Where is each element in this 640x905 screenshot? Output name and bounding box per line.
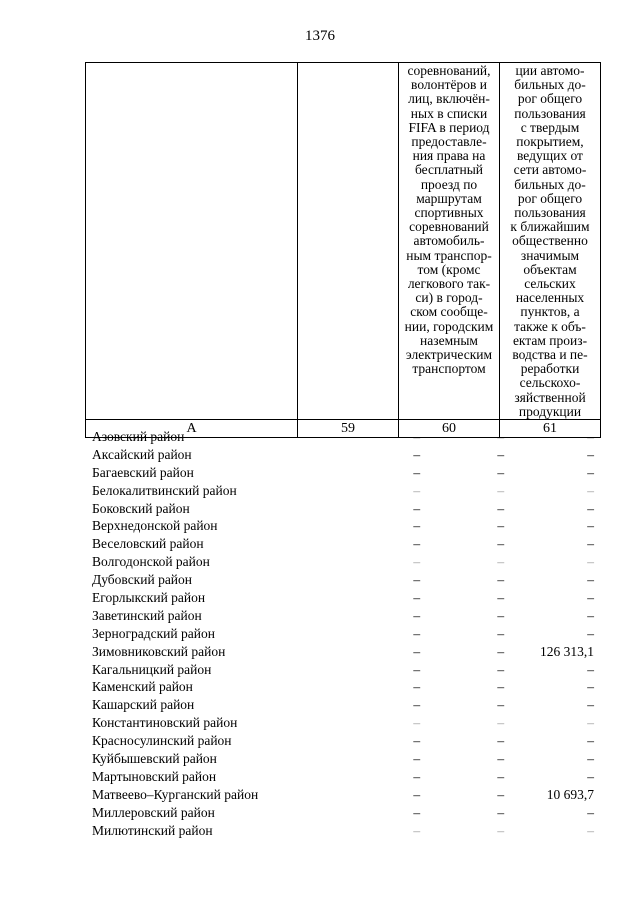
- column-60-header-line: ным транспор-: [406, 247, 492, 263]
- district-name: Милютинский район: [92, 822, 213, 838]
- value-59: –: [413, 822, 421, 838]
- value-61: –: [587, 464, 594, 480]
- value-61: –: [587, 554, 594, 570]
- value-59: –: [413, 715, 421, 731]
- value-61: –: [587, 482, 594, 498]
- table-row: [85, 678, 600, 696]
- value-59: –: [413, 733, 421, 749]
- value-60: –: [497, 750, 505, 766]
- header-cell-59: [298, 63, 399, 420]
- district-name: Кашарский район: [92, 697, 195, 713]
- table-row: [85, 571, 600, 589]
- value-60: –: [497, 715, 505, 731]
- value-60: –: [497, 697, 505, 713]
- value-60: –: [497, 554, 505, 570]
- column-61-header-line: пользования: [514, 205, 586, 221]
- district-name: Зимовниковский район: [92, 643, 226, 659]
- value-60: –: [497, 589, 505, 605]
- value-60: –: [497, 804, 505, 820]
- value-61: –: [587, 572, 594, 588]
- value-59: –: [413, 482, 421, 498]
- table-row: [85, 553, 600, 571]
- column-60-description: [399, 63, 499, 376]
- value-59: –: [413, 589, 421, 605]
- table-row: [85, 768, 600, 786]
- district-name: Заветинский район: [92, 607, 202, 623]
- value-60: –: [497, 679, 505, 695]
- district-name: Зерноградский район: [92, 625, 215, 641]
- table-row: [85, 464, 600, 482]
- table-row: [85, 607, 600, 625]
- value-59: –: [413, 428, 421, 444]
- value-61: –: [587, 679, 594, 695]
- value-61: –: [587, 715, 594, 731]
- table-row: [85, 589, 600, 607]
- column-61-header-line: пользования: [514, 105, 586, 121]
- district-name: Каменский район: [92, 679, 193, 695]
- district-name: Егорлыкский район: [92, 589, 206, 605]
- value-61: –: [587, 768, 594, 784]
- table-row: [85, 500, 600, 518]
- page-number: 1376: [305, 28, 335, 44]
- header-description-row: [86, 63, 601, 420]
- value-60: –: [497, 607, 505, 623]
- column-61-header-line: значимым: [520, 247, 580, 263]
- table-row: [85, 786, 600, 804]
- header-cell-60: [399, 63, 500, 420]
- column-60-header-line: лиц, включён-: [408, 91, 490, 107]
- value-60: –: [497, 518, 505, 534]
- value-60: –: [497, 661, 505, 677]
- column-60-header-line: электрическим: [405, 347, 493, 363]
- column-61-header-line: к ближайшим: [510, 219, 590, 235]
- value-60: –: [497, 428, 505, 444]
- table-row: [85, 482, 600, 500]
- value-60: –: [497, 625, 505, 641]
- district-name: Аксайский район: [92, 446, 192, 462]
- column-61-header-line: реработки: [520, 361, 580, 377]
- table-row: [85, 661, 600, 679]
- column-61-header-line: сети автомо-: [513, 162, 587, 178]
- district-rows: [85, 428, 600, 839]
- district-name: Красносулинский район: [92, 733, 232, 749]
- district-name: Боковский район: [92, 500, 190, 516]
- column-61-header-line: бильных до-: [514, 176, 586, 192]
- column-60-header-line: ском сообще-: [410, 304, 488, 320]
- column-61-header-line: населенных: [515, 290, 585, 306]
- value-61: –: [587, 589, 594, 605]
- table-row: [85, 535, 600, 553]
- value-61: –: [587, 822, 594, 838]
- value-61: –: [587, 518, 594, 534]
- district-name: Мартыновский район: [92, 768, 217, 784]
- value-61: –: [587, 697, 594, 713]
- district-name: Константиновский район: [92, 715, 238, 731]
- value-59: –: [413, 572, 421, 588]
- table-row: [85, 714, 600, 732]
- column-61-header-line: продукции: [518, 403, 582, 419]
- table-row: [85, 446, 600, 464]
- column-number-a: А: [86, 420, 298, 438]
- district-name: Куйбышевский район: [92, 750, 217, 766]
- district-name: Белокалитвинский район: [92, 482, 237, 498]
- district-name: Верхнедонской район: [92, 518, 218, 534]
- value-61: –: [587, 500, 594, 516]
- value-60: –: [497, 464, 505, 480]
- value-60: –: [497, 500, 505, 516]
- value-61: –: [587, 750, 594, 766]
- column-number-60: 60: [399, 420, 500, 438]
- column-61-header-line: также к объ-: [514, 318, 586, 334]
- column-61-header-line: рог общего: [517, 91, 583, 107]
- column-61-header-line: объектам: [523, 261, 577, 277]
- table-row: [85, 428, 600, 446]
- value-60: –: [497, 733, 505, 749]
- value-61: –: [587, 536, 594, 552]
- column-header-table: [85, 62, 601, 438]
- value-60: –: [497, 822, 505, 838]
- column-61-header-line: водства и пе-: [512, 347, 588, 363]
- column-60-header-line: том (кромс: [417, 261, 481, 277]
- column-61-header-line: сельских: [524, 276, 576, 292]
- value-60: –: [497, 768, 505, 784]
- column-60-header-line: маршрутам: [416, 190, 482, 206]
- header-cell-names: [86, 63, 298, 420]
- column-60-header-line: ния права на: [412, 148, 486, 164]
- column-60-header-line: соревнований,: [407, 63, 491, 78]
- header-cell-61: [500, 63, 601, 420]
- value-59: –: [413, 661, 421, 677]
- table-row: [85, 804, 600, 822]
- district-name: Азовский район: [92, 428, 185, 444]
- table-row: [85, 643, 600, 661]
- column-60-header-line: бесплатный: [414, 162, 484, 178]
- value-61: –: [587, 661, 594, 677]
- value-60: –: [497, 786, 505, 802]
- value-59: –: [413, 750, 421, 766]
- column-60-header-line: FIFA в период: [408, 119, 490, 135]
- column-61-header-line: с твердым: [520, 119, 580, 135]
- column-61-header-line: рог общего: [517, 190, 583, 206]
- district-name: Багаевский район: [92, 464, 194, 480]
- value-60: –: [497, 482, 505, 498]
- value-59: –: [413, 607, 421, 623]
- column-61-header-line: зяйственной: [514, 389, 586, 405]
- district-name: Волгодонской район: [92, 554, 210, 570]
- column-60-header-line: наземным: [420, 332, 478, 348]
- value-59: –: [413, 786, 421, 802]
- value-61: –: [587, 428, 594, 444]
- value-59: –: [413, 625, 421, 641]
- value-61: –: [587, 607, 594, 623]
- column-60-header-line: нии, городским: [404, 318, 494, 334]
- table-row: [85, 750, 600, 768]
- value-60: –: [497, 643, 505, 659]
- column-61-header-line: бильных до-: [514, 77, 586, 93]
- value-59: –: [413, 464, 421, 480]
- column-60-header-line: транспортом: [412, 361, 486, 377]
- column-60-header-line: легкового так-: [407, 276, 491, 292]
- table-row: [85, 517, 600, 535]
- column-61-header-line: сельскохо-: [519, 375, 581, 391]
- column-61-description: [500, 63, 600, 419]
- district-name: Матвеево–Курганский район: [92, 786, 259, 802]
- district-name: Веселовский район: [92, 536, 204, 552]
- value-59: –: [413, 500, 421, 516]
- value-60: –: [497, 572, 505, 588]
- district-name: Кагальницкий район: [92, 661, 212, 677]
- value-59: –: [413, 446, 421, 462]
- table-row: [85, 625, 600, 643]
- value-59: –: [413, 768, 421, 784]
- value-61: –: [587, 625, 594, 641]
- value-59: –: [413, 679, 421, 695]
- value-61: –: [587, 733, 594, 749]
- table-row: [85, 822, 600, 840]
- table-row: [85, 696, 600, 714]
- column-number-59: 59: [298, 420, 399, 438]
- value-59: –: [413, 536, 421, 552]
- column-60-header-line: ных в списки: [410, 105, 488, 121]
- district-name: Миллеровский район: [92, 804, 215, 820]
- column-61-header-line: пунктов, а: [520, 304, 580, 320]
- value-59: –: [413, 643, 421, 659]
- column-61-header-line: ектам произ-: [512, 332, 588, 348]
- value-59: –: [413, 697, 421, 713]
- value-59: –: [413, 518, 421, 534]
- value-61: 10 693,7: [546, 786, 594, 802]
- column-60-header-line: си) в город-: [415, 290, 483, 306]
- column-61-header-line: общественно: [512, 233, 588, 249]
- value-61: –: [587, 804, 594, 820]
- column-61-header-line: ции автомо-: [515, 63, 585, 78]
- value-61: –: [587, 446, 594, 462]
- column-60-header-line: автомобиль-: [413, 233, 485, 249]
- column-60-header-line: проезд по: [420, 176, 478, 192]
- value-59: –: [413, 804, 421, 820]
- column-60-header-line: волонтёров и: [411, 77, 487, 93]
- value-61: 126 313,1: [540, 643, 594, 659]
- column-number-61: 61: [500, 420, 601, 438]
- value-59: –: [413, 554, 421, 570]
- value-60: –: [497, 446, 505, 462]
- column-61-header-line: ведущих от: [517, 148, 583, 164]
- district-name: Дубовский район: [92, 572, 193, 588]
- value-60: –: [497, 536, 505, 552]
- column-61-header-line: покрытием,: [516, 134, 584, 150]
- column-60-header-line: соревнований: [409, 219, 489, 235]
- column-60-header-line: предоставле-: [411, 134, 487, 150]
- column-60-header-line: спортивных: [414, 205, 484, 221]
- table-row: [85, 732, 600, 750]
